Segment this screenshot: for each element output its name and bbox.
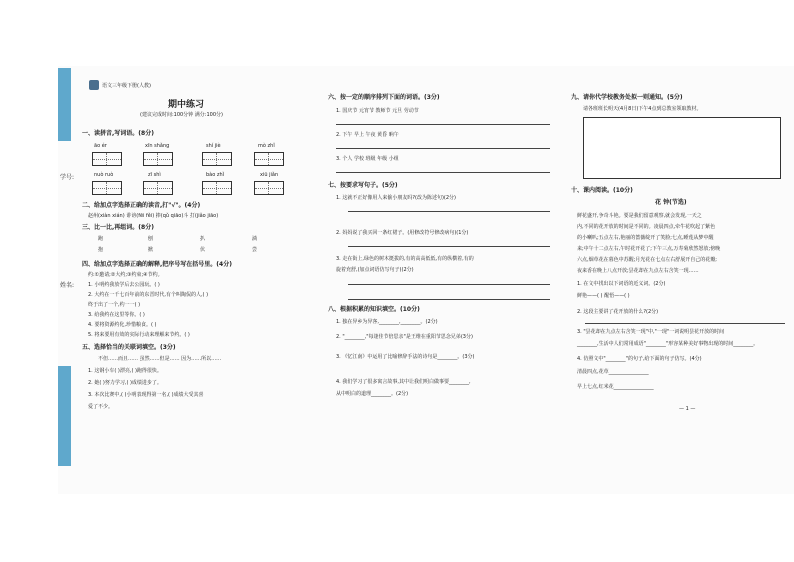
writing-grid[interactable] xyxy=(143,181,173,195)
q4-item: 终于出了一个,约一一( ) xyxy=(88,302,141,308)
side-label-name: 姓名: xyxy=(60,282,75,289)
compare-char: 尝 xyxy=(252,247,258,253)
answer-line[interactable] xyxy=(336,124,550,125)
writing-grid[interactable] xyxy=(254,152,284,166)
exam-page-2 xyxy=(318,66,580,494)
side-label-id: 学号: xyxy=(60,174,75,181)
reading-line: 的小喇叭;五点左右,艳丽的蔷薇绽开了笑脸;七点,睡莲从梦中醒 xyxy=(577,235,714,241)
q4-item: 4. 要将资源约化,珍惜粮食。( ) xyxy=(88,322,157,328)
q7-item: 3. 走在街上,绿色的树木挺拔的,有的高高低低,有的纵横着,有的 xyxy=(336,256,474,262)
compare-char: 抱 xyxy=(98,247,104,253)
q5-options: 不但……而且…… 虽然……但是…… 因为……所以…… xyxy=(98,356,222,362)
q8-item: 从中明白的道理________。(2分) xyxy=(336,391,409,397)
q6-item: 1. 国庆节 元宵节 教师节 元旦 劳动节 xyxy=(336,108,419,114)
q4-item: 3. 给我约在这里等你。( ) xyxy=(88,312,145,318)
writing-grid[interactable] xyxy=(202,152,232,166)
pinyin: xiū jiǎn xyxy=(260,172,279,178)
reading-line: 六点,烟草花在暮色中苏醒;月光花在七点左右舒展开自己的花瓣; xyxy=(577,257,717,263)
q10-item: 4. 仿照文中"________"的句子,给下面的句子仿写。(4分) xyxy=(577,356,702,362)
q4-title: 四、给加点字选择正确的解释,把序号写在括号里。(4分) xyxy=(82,261,232,268)
q2-title: 二、给加点字选择正确的读音,打"√"。(4分) xyxy=(82,202,201,209)
side-bar-top xyxy=(58,68,71,141)
compare-char: 掀 xyxy=(148,247,154,253)
q10-title: 十、课内阅读。(10分) xyxy=(571,187,633,194)
q5-item: 3. 本次比赛中,( )小明表现得第一名,( )成绩大受其喜 xyxy=(88,392,204,398)
pinyin: āo ér xyxy=(94,143,107,149)
header-tag: 语文三年级下册(人教) xyxy=(102,83,151,89)
q4-item: 1. 小明约我放学后去公园玩。( ) xyxy=(88,282,160,288)
publisher-logo-icon xyxy=(89,80,99,90)
page-title: 期中练习 xyxy=(168,100,205,110)
side-bar-bottom xyxy=(58,366,71,466)
q7-item: 1. 这就不正好像用人来偷小朋友吗?(改为陈述句)(2分) xyxy=(336,195,456,201)
q5-title: 五、选择恰当的关联词填空。(3分) xyxy=(82,344,176,351)
pinyin: mò zhǐ xyxy=(258,143,275,149)
compare-char: 刨 xyxy=(148,236,154,242)
answer-line[interactable] xyxy=(348,211,550,212)
pinyin: nuò ruò xyxy=(94,172,114,178)
q10-item: 鲜艳——( ) 醒悟——( ) xyxy=(577,293,630,299)
writing-grid[interactable] xyxy=(143,152,173,166)
q8-item: 4. 我们学习了很多寓言故事,其中让我们明白做事要________, xyxy=(336,379,471,385)
reading-line: 内,不同的花开放的时间是不同的。凌晨四点,牵牛花吹起了紫色 xyxy=(577,224,716,230)
q7-title: 七、按要求写句子。(5分) xyxy=(328,182,398,189)
pinyin: shí jiè xyxy=(206,143,221,149)
q10-item: 2. 这段主要讲了花开放的什么?(2分) xyxy=(577,309,659,315)
q8-item: 1. 独在异乡为异客,________,________。(2分) xyxy=(336,319,438,325)
reading-line: 鲜花盛开,争奇斗艳。要是我们留意观察,就会发现,一天之 xyxy=(577,213,702,219)
answer-line[interactable] xyxy=(348,284,550,285)
reading-line: 夜来香在晚上八点开放;昙花却在九点左右含笑一现…… xyxy=(577,268,699,274)
q8-item: 2. "________,"每逢佳节倍思亲"是王维在重阳节思念兄弟(3分) xyxy=(336,334,473,340)
exam-page-1 xyxy=(58,66,320,494)
compare-char: 淌 xyxy=(252,236,258,242)
compare-char: 伏 xyxy=(200,247,206,253)
reading-title: 花 钟(节选) xyxy=(655,199,687,206)
q3-title: 三、比一比,再组词。(8分) xyxy=(82,224,154,231)
pinyin: zī shì xyxy=(148,172,161,178)
q10-item: ________,生活中人们常用成语"________"形容某种美好事物出现的时间________。 xyxy=(577,341,759,347)
compare-char: 扒 xyxy=(200,236,206,242)
q10-item: 1. 在文中找出以下词语的近义词。(2分) xyxy=(577,281,666,287)
q1-title: 一、读拼音,写词语。(8分) xyxy=(82,130,154,137)
q2-line: 赵州(xiàn xián) 诽谤(fēi fěi) 捧(qǔ qiāo)斗 打(jiǎo jiāo) xyxy=(88,213,219,219)
q4-item: 5. 将来要用有效的实际行动来理解来节约。( ) xyxy=(88,332,190,338)
writing-grid[interactable] xyxy=(254,181,284,195)
q5-item: 2. 她( )努力学习,( )成绩进步了。 xyxy=(88,380,162,386)
answer-line[interactable] xyxy=(348,246,550,247)
writing-grid[interactable] xyxy=(202,181,232,195)
q10-item: 清晨四点,花草________________ xyxy=(577,369,649,375)
q7-item: 2. 妈妈说了我买回一条红裙子。(用修改符号修改病句)(1分) xyxy=(336,230,469,236)
writing-grid[interactable] xyxy=(92,181,122,195)
exam-page-3 xyxy=(563,66,794,494)
answer-line[interactable] xyxy=(336,148,550,149)
q6-item: 2. 下午 早上 午夜 黄昏 晌午 xyxy=(336,132,399,138)
pinyin: bào zhǐ xyxy=(206,172,225,178)
q8-item: 3. 《忆江南》中运用了比喻修辞手法的诗句是________。(3分) xyxy=(336,354,475,360)
q6-item: 3. 个人 学校 班级 年级 小组 xyxy=(336,156,399,162)
compare-char: 跑 xyxy=(98,236,104,242)
reading-line: 来;中午十二点左右,午时花开花了;下午三点,万寿菊欣然怒放;傍晚 xyxy=(577,246,721,252)
page-subtitle: (建议完成时间:100分钟 满分:100分) xyxy=(140,112,223,118)
q5-item: 爱了不少。 xyxy=(88,404,114,410)
writing-grid[interactable] xyxy=(92,152,122,166)
q10-item: 早上七点,红米花________________ xyxy=(577,384,654,390)
answer-line[interactable] xyxy=(348,299,550,300)
answer-line[interactable] xyxy=(585,323,785,324)
q6-title: 六、按一定的顺序排列下面的词语。(3分) xyxy=(328,94,440,101)
answer-line[interactable] xyxy=(336,172,550,173)
q10-item: 3. "昙花却在九点左右含笑一现"中,"一现"一词说明昙花开放的时间 xyxy=(577,329,725,335)
q7-item: 旋着充舒,(加点词语仿写句子)(2分) xyxy=(336,267,414,273)
pinyin: xīn shǎng xyxy=(145,143,170,149)
page-number: — 1 — xyxy=(679,406,696,412)
q5-item: 1. 这钢小车( )漂亮,( )跑得很快。 xyxy=(88,368,162,374)
q4-item: 2. 大约在一千七百年前的东晋时代,有个叫陶侃的人,( ) xyxy=(88,292,209,298)
q9-prompt: 请各班班长明天(4月8日)下午4点到总教室领取教材。 xyxy=(583,106,702,112)
q9-title: 九、请你代学校教务处拟一则通知。(5分) xyxy=(571,94,683,101)
q4-options: 约:①邀请;②大约;③约束;④节约。 xyxy=(88,272,163,278)
notice-writing-box[interactable] xyxy=(583,117,781,179)
q8-title: 八、根据积累的知识填空。(10分) xyxy=(328,306,420,313)
